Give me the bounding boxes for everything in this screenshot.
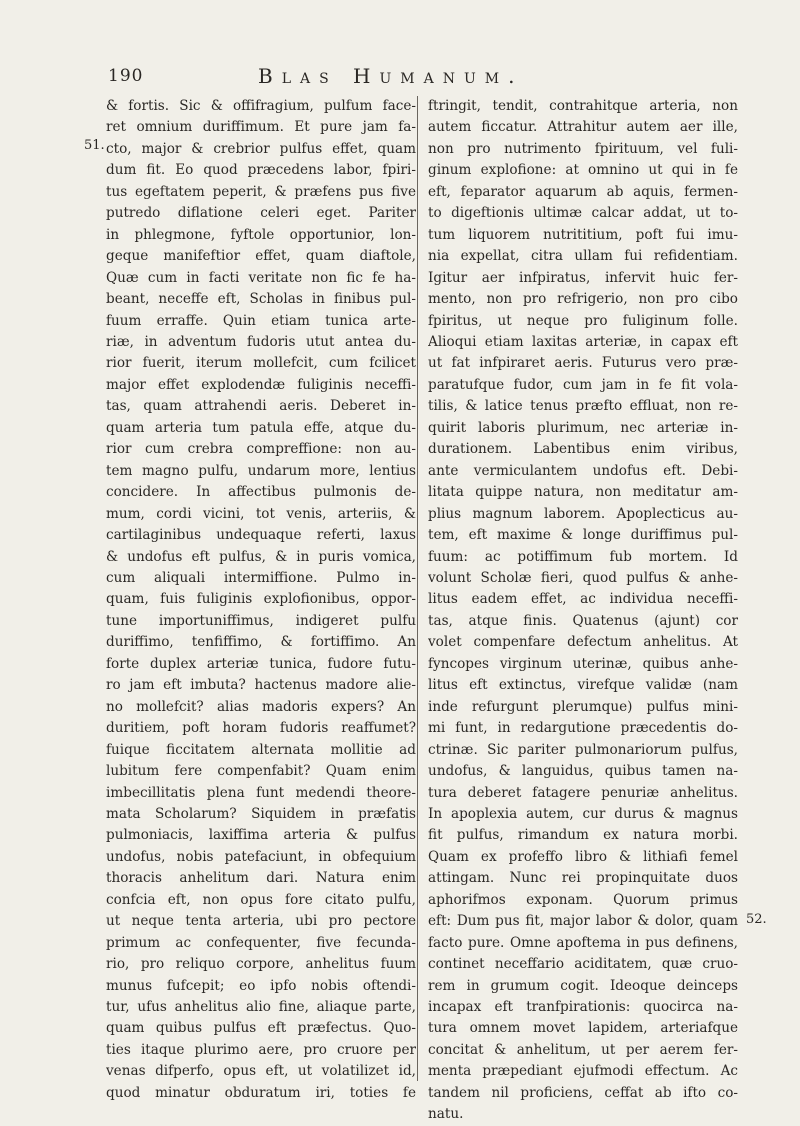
text-line: undofus, nobis patefaciunt, in obfequium (106, 848, 416, 865)
text-line: incapax eft tranfpirationis: quocirca na- (428, 999, 738, 1016)
text-line: tura omnem movet lapidem, arteriafque (428, 1020, 738, 1037)
text-line: ut fat infpiraret aeris. Futurus vero præ- (428, 355, 738, 372)
text-line: tur, ufus anhelitus alio fine, aliaque parte, (106, 999, 416, 1016)
right-margin-section-number: 52. (746, 912, 767, 927)
text-line: beant, neceffe eft, Scholas in finibus pul- (106, 291, 416, 308)
page-number: 190 (108, 66, 144, 86)
text-line: facto pure. Omne apoftema in pus definens, (428, 934, 738, 951)
text-line: autem ficcatur. Attrahitur autem aer ille, (428, 119, 738, 136)
text-line: ftringit, tendit, contrahitque arteria, non (428, 98, 738, 114)
text-line: ginum explofione: at omnino ut qui in fe (428, 162, 738, 179)
text-line: mum, cordi vicini, tot venis, arteriis, & (106, 505, 416, 522)
text-line: concidere. In affectibus pulmonis de- (106, 484, 416, 501)
text-line: riæ, in adventum fudoris utut antea du- (106, 333, 416, 350)
text-line: paratufque fudor, cum jam in fe fit vola- (428, 376, 738, 393)
text-line: concitat & anhelitum, ut per aerem fer- (428, 1041, 738, 1058)
text-line: non pro nutrimento fpirituum, vel fuli- (428, 140, 738, 157)
text-line: fpiritus, ut neque pro fuliginum folle. (428, 312, 738, 329)
left-text-column (106, 96, 416, 1104)
text-line: major effet explodendæ fuliginis neceffi- (106, 376, 416, 393)
text-line: fuum: ac potiffimum fub mortem. Id (428, 548, 738, 565)
text-line: Quæ cum in facti veritate non fic fe ha- (106, 269, 416, 286)
text-line: quam arteria tum patula effe, atque du- (106, 419, 416, 436)
text-line: cartilaginibus undequaque referti, laxus (106, 527, 416, 544)
text-line: cum aliquali intermiffione. Pulmo in- (106, 569, 416, 586)
text-line: geque manifeftior effet, quam diaftole, (106, 248, 416, 265)
text-line: Alioqui etiam laxitas arteriæ, in capax eft (428, 333, 738, 350)
text-line: duritiem, poft horam fudoris reaffumet? (106, 720, 416, 737)
text-line: tandem nil proficiens, ceffat ab ifto co- (428, 1084, 738, 1101)
text-line: rio, pro reliquo corpore, anhelitus fuum (106, 956, 416, 973)
text-line: In apoplexia autem, cur durus & magnus (428, 805, 738, 822)
text-line: tem, eft maxime & longe duriffimus pul- (428, 527, 738, 544)
text-line: tus egeftatem peperit, & præfens pus five (106, 183, 416, 200)
text-line: rem in grumum cogit. Ideoque deinceps (428, 977, 738, 994)
text-line: & fortis. Sic & offifragium, pulfum face- (106, 98, 416, 114)
text-line: pulmoniacis, laxiffima arteria & pulfus (106, 827, 416, 844)
text-line: fuum erraffe. Quin etiam tunica arte- (106, 312, 416, 329)
text-line: venas difperfo, opus eft, ut volatilizet id, (106, 1063, 416, 1080)
text-line: quam quibus pulfus eft præfectus. Quo- (106, 1020, 416, 1037)
text-line: eft, feparator aquarum ab aquis, fermen- (428, 183, 738, 200)
text-line: ro jam eft imbuta? hactenus madore alie- (106, 677, 416, 694)
text-line: tune importuniffimus, indigeret pulfu (106, 612, 416, 629)
text-line: tas, quam attrahendi aeris. Deberet in- (106, 398, 416, 415)
text-line: natu. (428, 1106, 464, 1123)
text-line: tum liquorem nutrititium, poft fui imu- (428, 226, 738, 243)
text-line: tilis, & latice tenus præfto effluat, non re- (428, 398, 738, 415)
text-line: imbecillitatis plena funt medendi theore- (106, 784, 416, 801)
text-line: litata quippe natura, non meditatur am- (428, 484, 738, 501)
text-line: ante vermiculantem undofus eft. Debi- (428, 462, 738, 479)
text-line: & undofus eft pulfus, & in puris vomica, (106, 548, 416, 565)
text-line: tura deberet fatagere penuriæ anhelitus. (428, 784, 738, 801)
right-text-column (428, 96, 738, 1126)
text-line: primum ac confequenter, five fecunda- (106, 934, 416, 951)
text-line: Igitur aer infpiratus, infervit huic fer- (428, 269, 738, 286)
text-line: continet neceffario aciditatem, quæ cruo- (428, 956, 738, 973)
text-line: nia expellat, citra ullam fui refidentiam. (428, 248, 738, 265)
text-line: menta præpediant ejufmodi effectum. Ac (428, 1063, 738, 1080)
text-line: mi funt, in redargutione præcedentis do- (428, 720, 738, 737)
text-line: quod minatur obduratum iri, toties fe (106, 1084, 416, 1101)
text-line: inde refurgunt plerumque) pulfus mini- (428, 698, 738, 715)
text-line: mata Scholarum? Siquidem in præfatis (106, 805, 416, 822)
text-line: to digeftionis ultimæ calcar addat, ut to- (428, 205, 738, 222)
text-line: mento, non pro refrigerio, non pro cibo (428, 291, 738, 308)
running-title: Blas Humanum. (258, 64, 524, 88)
text-line: plius magnum laborem. Apoplecticus au- (428, 505, 738, 522)
text-line: no mollefcit? alias madoris expers? An (106, 698, 416, 715)
text-line: rior cum crebra compreffione: non au- (106, 441, 416, 458)
text-line: putredo diflatione celeri eget. Pariter (106, 205, 416, 222)
text-line: munus fufcepit; eo ipfo nobis oftendi- (106, 977, 416, 994)
left-margin-section-number: 51. (84, 138, 105, 153)
text-line: rior fuerit, iterum mollefcit, cum fcilicet (106, 355, 416, 372)
text-line: ret omnium duriffimum. Et pure jam fa- (106, 119, 416, 136)
text-line: thoracis anhelitum dari. Natura enim (106, 870, 416, 887)
text-line: cto, major & crebrior pulfus effet, quam (106, 140, 416, 157)
text-line: confcia eft, non opus fore citato pulfu, (106, 891, 416, 908)
text-line: fyncopes virginum uterinæ, quibus anhe- (428, 655, 738, 672)
column-divider (417, 96, 418, 1081)
text-line: forte duplex arteriæ tunica, fudore futu- (106, 655, 416, 672)
text-line: dum fit. Eo quod præcedens labor, fpiri- (106, 162, 416, 179)
text-line: volunt Scholæ fieri, quod pulfus & anhe- (428, 569, 738, 586)
text-line: ctrinæ. Sic pariter pulmonariorum pulfus, (428, 741, 738, 758)
text-line: quam, fuis fuliginis explofionibus, oppor- (106, 591, 416, 608)
text-line: tas, atque finis. Quatenus (ajunt) cor (428, 612, 738, 629)
text-line: undofus, & languidus, quibus tamen na- (428, 763, 738, 780)
text-line: volet compenfare defectum anhelitus. At (428, 634, 738, 651)
text-line: ties itaque plurimo aere, pro cruore per (106, 1041, 416, 1058)
text-line: tem magno pulfu, undarum more, lentius (106, 462, 416, 479)
text-line: litus eft extinctus, virefque validæ (nam (428, 677, 738, 694)
text-line: attingam. Nunc rei propinquitate duos (428, 870, 738, 887)
text-line: eft: Dum pus fit, major labor & dolor, quam (428, 913, 738, 930)
text-line: Quam ex profeffo libro & lithiafi femel (428, 848, 738, 865)
text-line: durationem. Labentibus enim viribus, (428, 441, 738, 458)
text-line: ut neque tenta arteria, ubi pro pectore (106, 913, 416, 930)
text-line: lubitum fere compenfabit? Quam enim (106, 763, 416, 780)
text-line: litus eadem effet, ac individua neceffi- (428, 591, 738, 608)
page-header (108, 66, 748, 96)
text-line: fit pulfus, rimandum ex natura morbi. (428, 827, 738, 844)
text-line: aphorifmos exponam. Quorum primus (428, 891, 738, 908)
text-line: fuique ficcitatem alternata mollitie ad (106, 741, 416, 758)
text-line: in phlegmone, fyftole opportunior, lon- (106, 226, 416, 243)
text-line: quirit laboris plurimum, nec arteriæ in- (428, 419, 738, 436)
text-line: duriffimo, tenfiffimo, & fortiffimo. An (106, 634, 416, 651)
